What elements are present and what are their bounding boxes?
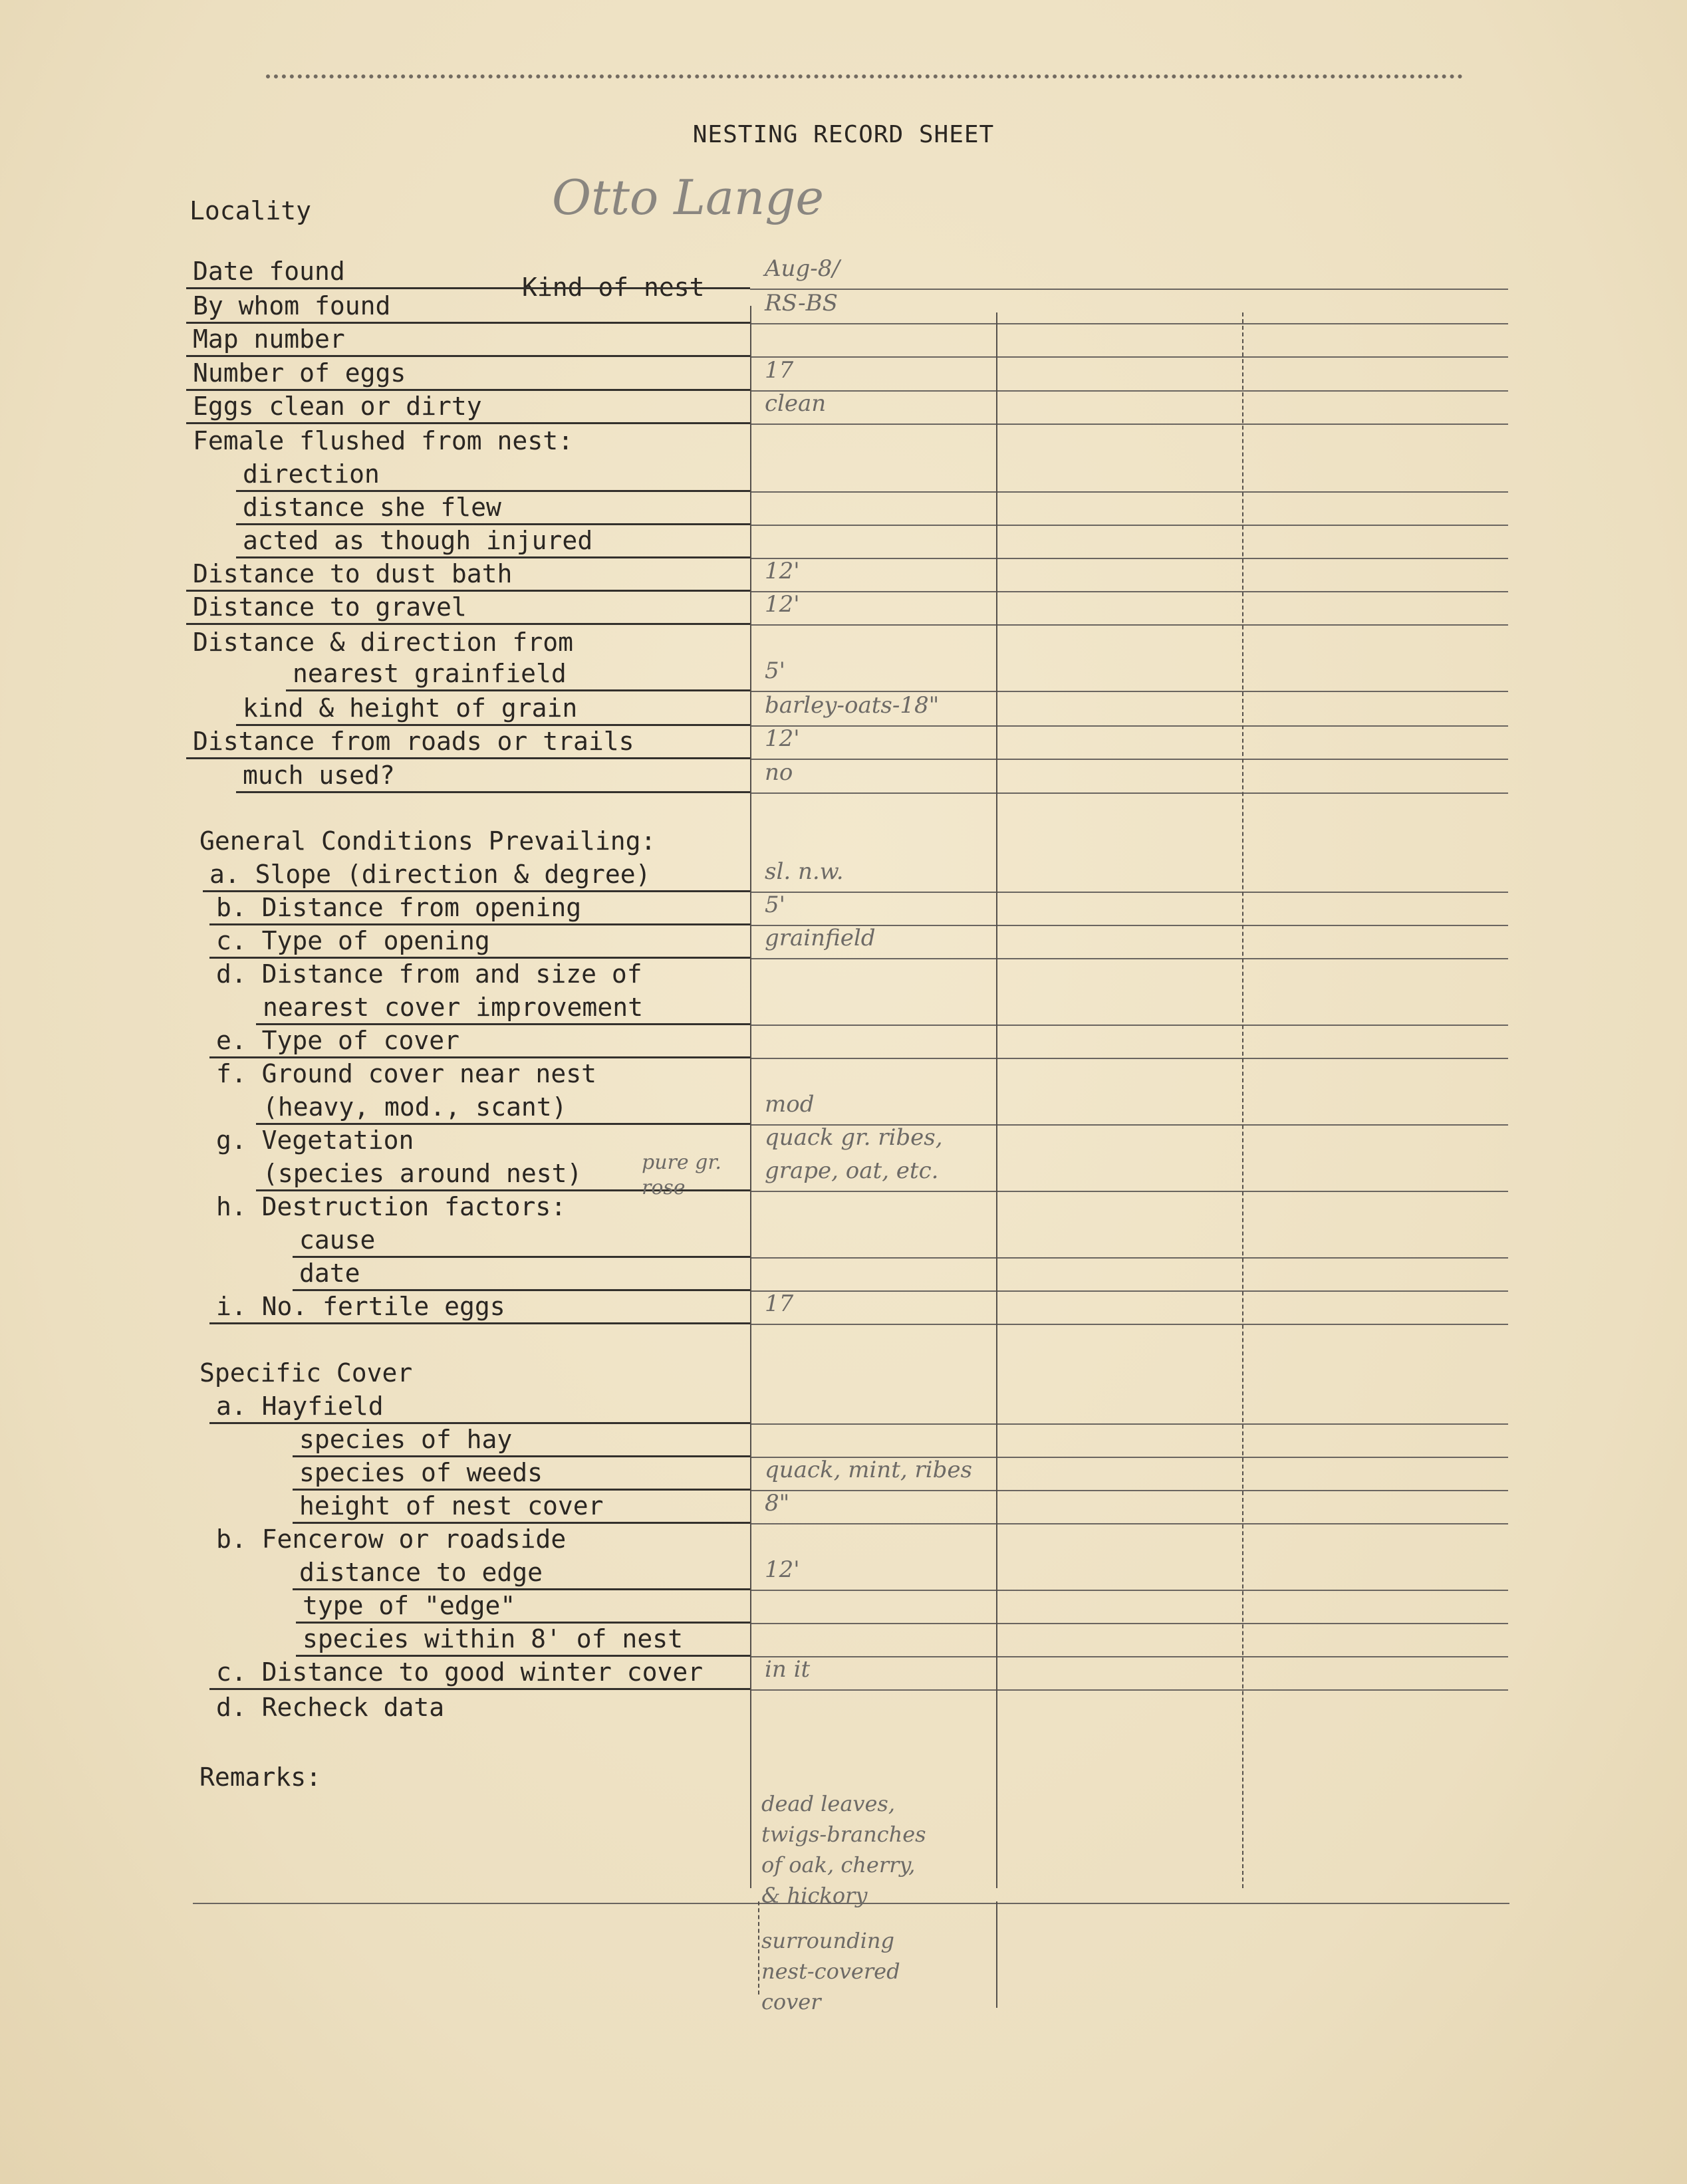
row-label: d. Distance from and size of	[216, 959, 642, 989]
row-value: 12'	[765, 725, 800, 752]
row-rule	[296, 1655, 750, 1657]
remarks-note-line: & hickory	[761, 1883, 868, 1908]
row-label: h. Destruction factors:	[216, 1192, 567, 1221]
row-rule	[293, 1522, 750, 1524]
row-label: nearest cover improvement	[263, 993, 643, 1022]
row-label: a. Hayfield	[216, 1392, 384, 1421]
row-rule-extension	[750, 624, 1508, 626]
row-rule	[186, 355, 750, 357]
row-label: distance she flew	[243, 493, 501, 522]
row-rule	[293, 1256, 750, 1258]
remarks-notes	[761, 1788, 926, 2017]
row-rule	[186, 322, 750, 324]
column-divider	[1242, 312, 1243, 1888]
row-rule-extension	[750, 725, 1508, 727]
perforation-edge	[266, 74, 1463, 88]
row-rule	[236, 556, 750, 558]
row-label: type of "edge"	[303, 1591, 516, 1620]
row-label: g. Vegetation	[216, 1126, 414, 1155]
row-label: b. Distance from opening	[216, 893, 582, 922]
row-rule	[186, 389, 750, 391]
row-label: Specific Cover	[199, 1358, 413, 1388]
row-label: c. Type of opening	[216, 926, 490, 955]
row-rule	[186, 623, 750, 625]
row-label: b. Fencerow or roadside	[216, 1524, 567, 1554]
row-label: (heavy, mod., scant)	[263, 1092, 567, 1122]
row-value: clean	[765, 390, 827, 417]
kind-of-nest-label: Kind of nest	[522, 273, 705, 302]
row-value: Aug-8/	[765, 255, 840, 282]
row-value: sl. n.w.	[765, 858, 844, 885]
row-value: quack gr. ribes,	[765, 1124, 943, 1151]
row-rule-extension	[750, 892, 1508, 893]
row-rule-extension	[750, 1590, 1508, 1591]
row-rule-extension	[750, 591, 1508, 592]
row-value: RS-BS	[765, 290, 838, 316]
locality-label: Locality	[190, 196, 312, 225]
row-label: a. Slope (direction & degree)	[209, 860, 651, 889]
row-rule	[236, 523, 750, 525]
row-rule	[236, 724, 750, 726]
remarks-note-line: of oak, cherry,	[761, 1852, 916, 1878]
row-rule-extension	[750, 1490, 1508, 1491]
row-rule	[236, 791, 750, 793]
row-rule-extension	[750, 1058, 1508, 1059]
row-label: d. Recheck data	[216, 1693, 445, 1722]
row-rule-extension	[750, 1689, 1508, 1691]
row-rule-extension	[750, 525, 1508, 526]
row-value: 12'	[765, 558, 800, 584]
row-rule	[293, 1588, 750, 1590]
row-rule	[209, 1056, 750, 1058]
row-value: 12'	[765, 591, 800, 618]
column-divider	[996, 312, 997, 1888]
row-label: distance to edge	[299, 1558, 543, 1587]
row-value: no	[765, 759, 793, 786]
row-label: species of weeds	[299, 1458, 543, 1487]
row-label: Distance to dust bath	[193, 559, 513, 588]
row-rule-extension	[750, 792, 1508, 794]
row-label: cause	[299, 1225, 376, 1255]
row-rule	[256, 1123, 750, 1125]
row-rule	[186, 757, 750, 759]
row-rule-extension	[750, 491, 1508, 493]
row-label: nearest grainfield	[293, 659, 567, 688]
remarks-note-line: surrounding	[761, 1928, 894, 1953]
row-label: species of hay	[299, 1425, 513, 1454]
row-label: e. Type of cover	[216, 1026, 460, 1055]
page-title: NESTING RECORD SHEET	[692, 121, 995, 148]
row-rule	[186, 590, 750, 592]
row-rule-extension	[750, 289, 1508, 290]
remarks-note-line: nest-covered	[761, 1959, 900, 1984]
row-rule	[209, 923, 750, 925]
row-value: 8"	[765, 1490, 790, 1517]
remarks-note-line: dead leaves,	[761, 1791, 896, 1816]
row-label: Distance & direction from	[193, 628, 573, 657]
row-value: 17	[765, 357, 794, 384]
row-rule-extension	[750, 424, 1508, 425]
row-rule-extension	[750, 759, 1508, 760]
row-rule-extension	[750, 558, 1508, 559]
row-value: barley-oats-18"	[765, 692, 940, 719]
row-rule	[209, 957, 750, 959]
row-label: species within 8' of nest	[303, 1624, 683, 1653]
row-label: Number of eggs	[193, 358, 406, 388]
row-rule	[209, 1422, 750, 1424]
row-value: mod	[765, 1091, 815, 1118]
row-rule	[256, 1023, 750, 1025]
remarks-note-line: cover	[761, 1989, 821, 2014]
row-rule	[293, 1289, 750, 1291]
row-rule	[186, 287, 750, 289]
row-label: acted as though injured	[243, 526, 593, 555]
row-label: kind & height of grain	[243, 693, 578, 723]
row-rule	[293, 1455, 750, 1457]
row-rule	[296, 1622, 750, 1624]
row-value: 12'	[765, 1556, 800, 1583]
row-rule-extension	[750, 1191, 1508, 1192]
margin-note-line: pure gr.	[642, 1151, 721, 1174]
row-label: height of nest cover	[299, 1491, 604, 1520]
column-divider	[996, 1901, 997, 2008]
row-rule-extension	[750, 1025, 1508, 1026]
row-rule-extension	[750, 1290, 1508, 1292]
column-divider	[758, 1901, 759, 1995]
locality-value: Otto Lange	[552, 170, 824, 225]
row-rule-extension	[750, 958, 1508, 959]
row-rule-extension	[750, 323, 1508, 324]
row-rule-extension	[750, 356, 1508, 358]
row-label: Date found	[193, 257, 345, 286]
row-rule	[209, 1322, 750, 1324]
row-value: 5'	[765, 892, 785, 918]
row-rule	[209, 1688, 750, 1690]
row-rule	[203, 890, 750, 892]
row-rule-extension	[750, 390, 1508, 392]
row-label: much used?	[243, 761, 395, 790]
row-rule	[236, 490, 750, 492]
row-label: date	[299, 1259, 360, 1288]
row-label: direction	[243, 459, 380, 489]
row-value: quack, mint, ribes	[765, 1457, 972, 1483]
row-label: Eggs clean or dirty	[193, 392, 482, 421]
row-value: grape, oat, etc.	[765, 1157, 939, 1184]
row-value: 17	[765, 1290, 794, 1317]
row-label: General Conditions Prevailing:	[199, 826, 656, 856]
row-label: Female flushed from nest:	[193, 426, 573, 455]
row-label: Map number	[193, 324, 345, 354]
row-label: By whom found	[193, 291, 391, 320]
row-label: Distance to gravel	[193, 592, 467, 622]
row-rule	[186, 422, 750, 424]
vegetation-margin-note	[642, 1150, 721, 1201]
row-rule-extension	[750, 1623, 1508, 1624]
remarks-note-line: twigs-branches	[761, 1822, 926, 1847]
row-rule-extension	[750, 1423, 1508, 1425]
row-rule-extension	[750, 1257, 1508, 1259]
row-value: grainfield	[765, 925, 876, 951]
margin-note-line: rose	[642, 1176, 686, 1199]
row-label: Remarks:	[199, 1762, 322, 1792]
row-label: c. Distance to good winter cover	[216, 1657, 704, 1687]
row-label: i. No. fertile eggs	[216, 1292, 505, 1321]
row-label: f. Ground cover near nest	[216, 1059, 596, 1088]
row-value: in it	[765, 1656, 811, 1683]
row-label: Distance from roads or trails	[193, 727, 634, 756]
row-value: 5'	[765, 658, 785, 684]
row-rule-extension	[750, 1523, 1508, 1524]
row-rule	[293, 1489, 750, 1491]
row-rule-extension	[750, 1324, 1508, 1325]
row-label: (species around nest)	[263, 1159, 583, 1188]
row-rule	[286, 689, 750, 691]
row-rule-extension	[750, 1656, 1508, 1657]
column-divider	[750, 306, 751, 1888]
